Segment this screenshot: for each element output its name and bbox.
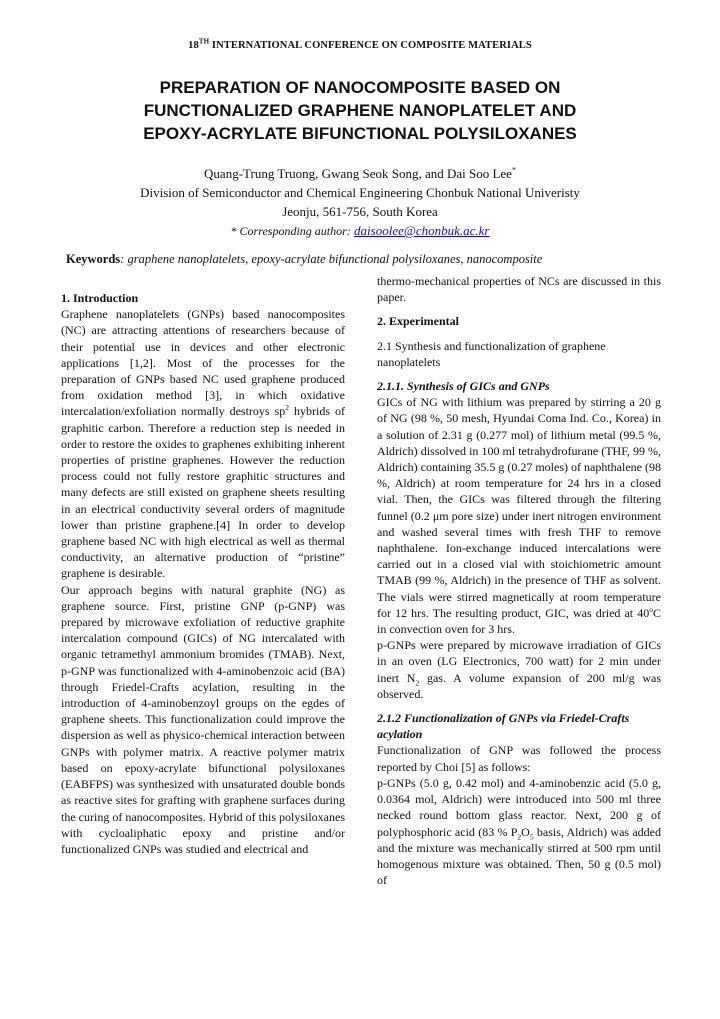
section-heading-experimental: 2. Experimental bbox=[377, 314, 459, 329]
corresponding-author: * Corresponding author: daisoolee@chonbuk.ac.kr bbox=[230, 223, 490, 238]
address: Jeonju, 561-756, South Korea bbox=[282, 204, 438, 219]
email-link[interactable]: daisoolee@chonbuk.ac.kr bbox=[354, 223, 490, 238]
paragraph: GICs of NG with lithium was prepared by stirring a 20 g of NG (98 %, 50 mesh, Hyundai Coma Ind. Co., Korea) in a solution of 2.31 g (0.277 mol) of lithium metal (99.5 %, Aldrich) dissolved in 100 ml tetrahydrofurane (THF, 99 %, Aldrich) containing 35.5 g (0.27 moles) of naphthalene (98 %, Aldrich) at room temperature for 24 hrs in a closed vial. Then, the GICs was filtered through the filtering funnel (0.2 μm pore size) under inert nitrogen environment and washed several times with fresh THF to remove naphthalene. Ion-exchange induced intercalations were carried out in a closed vial with stoichiometric amount TMAB (99 %, Aldrich) in the presence of THF as solvent. The vials were stirred magnetically at room temperature for 12 hrs. The resulting product, GIC, was dried at 40$^o$C in convection oven for 3 hrs. bbox=[377, 395, 661, 637]
paragraph: p-GNPs were prepared by microwave irradiation of GICs in an oven (LG Electronics, 700 watt) for 2 min under inert $N_2$ gas. A volume expansion of 200 ml/g was observed. bbox=[377, 638, 662, 701]
paragraph: Our approach begins with natural graphite (NG) as graphene source. First, pristine GNP (p-GNP) was prepared by microwave exfoliation of reductive graphite intercalation compound (GICs) of NG intercalated with organic tetramethyl ammonium bromides (TMAB). Next, p-GNP was functionalized with 4-aminobenzoic acid (BA) through Friedel-Crafts acylation, resulting in the introduction of 4-aminobenzoyl groups on the egdes of graphene sheets. This functionalization could improve the dispersion as well as physico-chemical interaction between GNPs with polymer matrix. A reactive polymer matrix based on epoxy-acrylate bifunctional polysiloxanes (EABFPS) was synthesized with unsaturated double bonds as reactive sites for grafting with graphene surfaces during the curing of nanocomposites. Hybrid of this polysiloxanes with cycloaliphatic epoxy and pristine and/or functionalized GNPs was studied and electrical and bbox=[61, 582, 345, 856]
subsubsection-heading: 2.1.2 Functionalization of GNPs via Friedel-Crafts acylation bbox=[377, 711, 630, 742]
title-line-1: PREPARATION OF NANOCOMPOSITE BASED ON bbox=[159, 78, 561, 97]
author-block bbox=[40, 164, 680, 241]
section-heading-introduction: 1. Introduction bbox=[61, 291, 139, 305]
title-line-2: FUNCTIONALIZED GRAPHENE NANOPLATELET AND bbox=[143, 101, 577, 120]
keywords bbox=[66, 252, 666, 267]
paper-title bbox=[60, 76, 660, 145]
keywords-label: Keywords bbox=[66, 252, 121, 266]
title-line-3: EPOXY-ACRYLATE BIFUNCTIONAL POLYSILOXANES bbox=[143, 124, 577, 143]
left-column bbox=[61, 290, 345, 857]
affiliation: Division of Semiconductor and Chemical Engineering Chonbuk National Univeristy bbox=[140, 185, 580, 200]
subsubsection-heading: 2.1.1. Synthesis of GICs and GNPs bbox=[377, 379, 550, 394]
running-header: 18TH INTERNATIONAL CONFERENCE ON COMPOSITE MATERIALS bbox=[188, 37, 532, 51]
author-names: Quang-Trung Truong, Gwang Seok Song, and Dai Soo Lee* bbox=[204, 165, 516, 181]
paragraph: Functionalization of GNP was followed the process reported by Choi [5] as follows: bbox=[377, 743, 661, 774]
paragraph: thermo-mechanical properties of NCs are discussed in this paper. bbox=[377, 274, 661, 305]
right-column bbox=[377, 273, 661, 888]
paragraph: p-GNPs (5.0 g, 0.42 mol) and 4-aminobenzic acid (5.0 g, 0.0364 mol, Aldrich) were introduced into 500 ml three necked round bottom glass reactor. Next, 200 g of polyphosphoric acid (83 % $P_2O_5$ basis, Aldrich) was added and the mixture was mechanically stirred at 500 rpm until homogenous mixture was obtained. Then, 50 g (0.5 mol) of bbox=[377, 775, 661, 888]
subsection-heading: 2.1 Synthesis and functionalization of graphene nanoplatelets bbox=[377, 338, 606, 369]
keywords-text: : graphene nanoplatelets, epoxy-acrylate bifunctional polysiloxanes, nanocomposite bbox=[120, 252, 543, 266]
paragraph: Graphene nanoplatelets (GNPs) based nanocomposites (NC) are attracting attentions of researchers because of their potential use in devices and other electronic applications [1,2]. Most of the processes for the preparation of GNPs based NC used graphene produced from oxidation method [3], in which oxidative intercalation/exfoliation normally destroys $sp^2$ hybrids of graphitic carbon. Therefore a reduction step is needed in order to restore the oxides to graphenes exhibiting inherent properties of pristine graphenes. However the reduction process could not fully restore graphitic structures and many defects are still existed on graphene sheets resulting in an electrical conductivity several orders of magnitude lower than pristine graphene.[4] In order to develop graphene based NC with high electrical as well as thermal conductivity, an alternative production of “pristine” graphene is desirable. bbox=[61, 307, 345, 581]
